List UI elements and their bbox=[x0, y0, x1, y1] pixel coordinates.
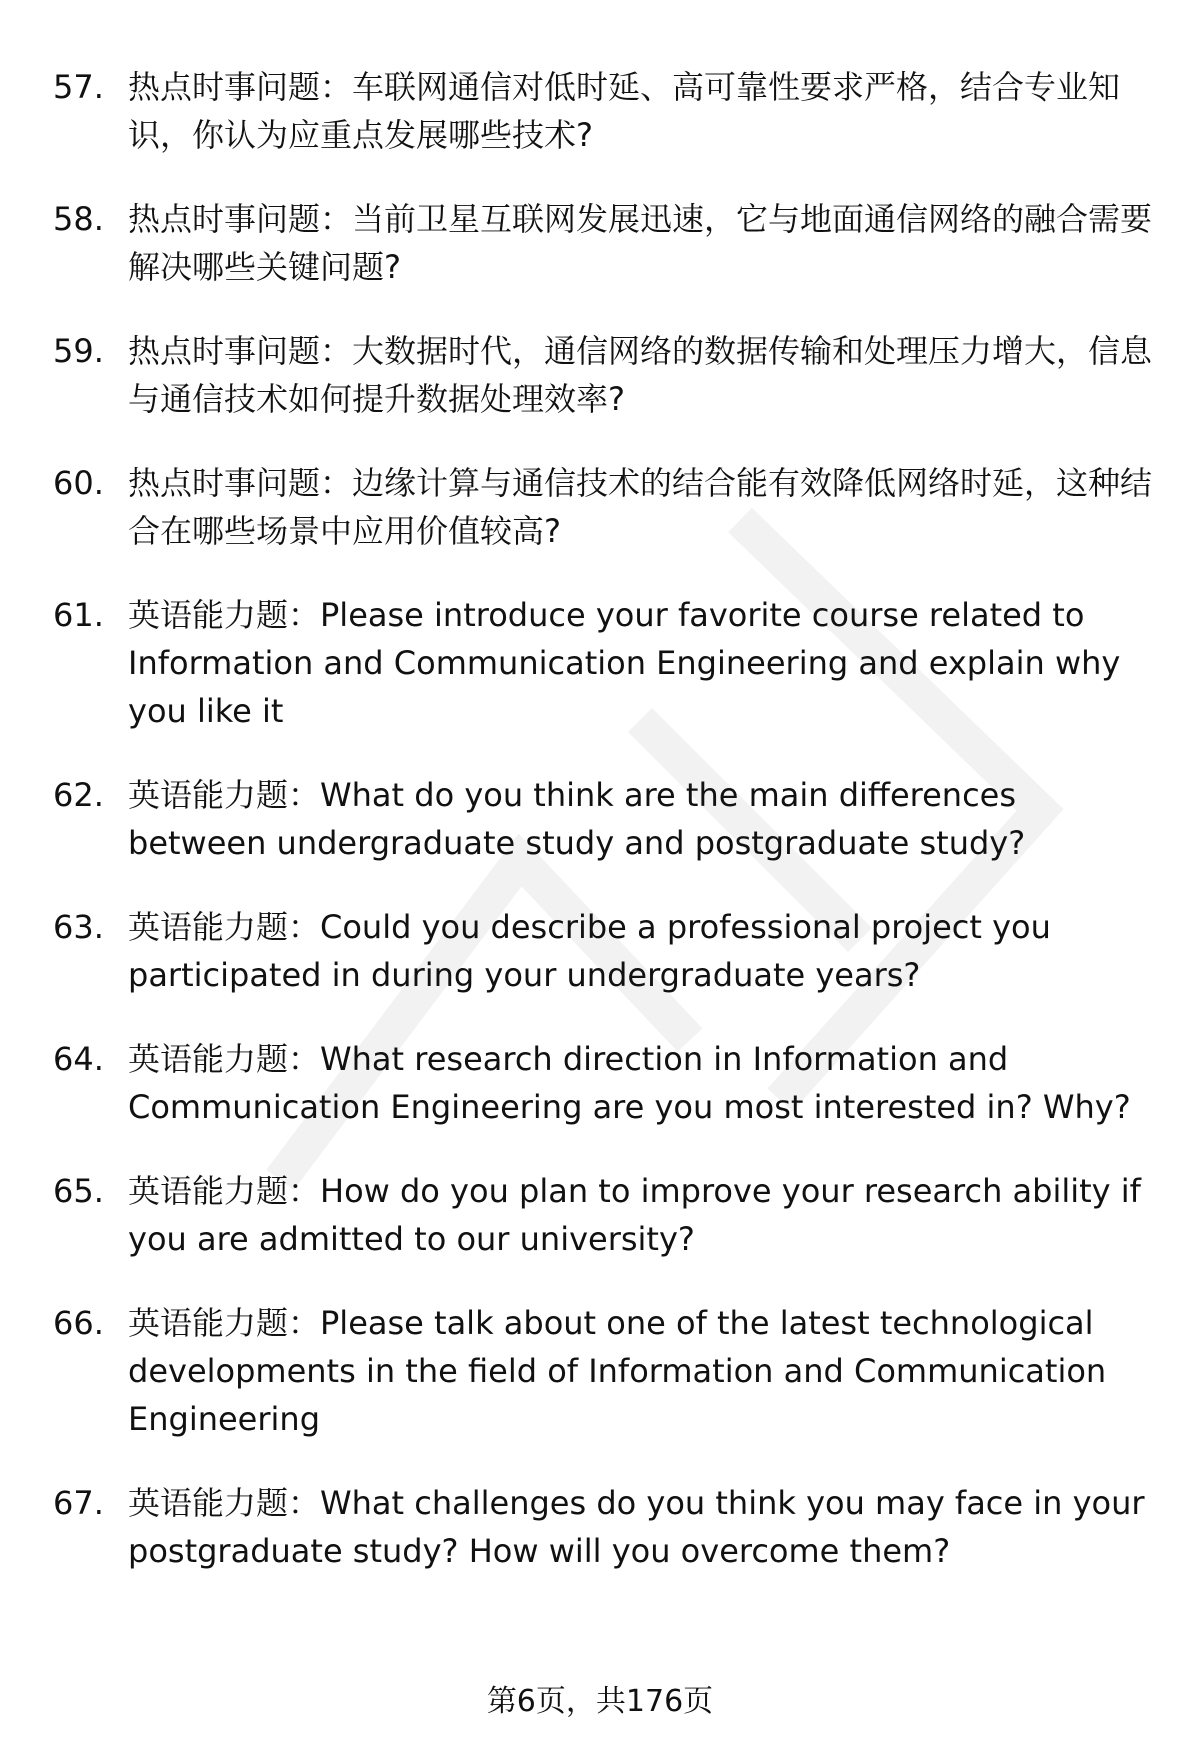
question-text: 英语能力题：How do you plan to improve your research ability if you are admitted to our university? bbox=[128, 1172, 1141, 1258]
question-number: 63. bbox=[53, 908, 104, 946]
question-text: 热点时事问题：大数据时代，通信网络的数据传输和处理压力增大，信息与通信技术如何提升数据处理效率? bbox=[128, 332, 1153, 418]
question-number: 66. bbox=[53, 1304, 104, 1342]
question-number: 65. bbox=[53, 1172, 104, 1210]
question-text: 英语能力题：What do you think are the main differences between undergraduate study and postgraduate study? bbox=[128, 776, 1026, 862]
question-item bbox=[0, 63, 1200, 159]
question-text: 英语能力题：Please introduce your favorite course related to Information and Communication Engineering and explain why you like it bbox=[128, 596, 1121, 730]
page-footer: 第6页，共176页 bbox=[486, 1684, 714, 1719]
question-item bbox=[0, 1035, 1200, 1131]
question-item bbox=[0, 1479, 1200, 1575]
question-number: 58. bbox=[53, 200, 104, 238]
question-number: 61. bbox=[53, 596, 104, 634]
question-item bbox=[0, 1167, 1200, 1263]
question-item bbox=[0, 327, 1200, 423]
question-text: 热点时事问题：边缘计算与通信技术的结合能有效降低网络时延，这种结合在哪些场景中应用价值较高? bbox=[128, 464, 1153, 550]
question-item bbox=[0, 591, 1200, 735]
question-list bbox=[0, 63, 1200, 1611]
question-item bbox=[0, 195, 1200, 291]
question-text: 英语能力题：What research direction in Information and Communication Engineering are you most interested in? Why? bbox=[128, 1040, 1131, 1126]
question-text: 英语能力题：Could you describe a professional project you participated in during your undergraduate years? bbox=[128, 908, 1051, 994]
question-item bbox=[0, 459, 1200, 555]
question-text: 热点时事问题：车联网通信对低时延、高可靠性要求严格，结合专业知识，你认为应重点发展哪些技术? bbox=[128, 68, 1121, 154]
question-item bbox=[0, 903, 1200, 999]
question-number: 60. bbox=[53, 464, 104, 502]
question-number: 67. bbox=[53, 1484, 104, 1522]
question-number: 57. bbox=[53, 68, 104, 106]
question-number: 62. bbox=[53, 776, 104, 814]
question-number: 64. bbox=[53, 1040, 104, 1078]
question-item bbox=[0, 771, 1200, 867]
question-number: 59. bbox=[53, 332, 104, 370]
question-item bbox=[0, 1299, 1200, 1443]
question-text: 英语能力题：What challenges do you think you may face in your postgraduate study? How will you overcome them? bbox=[128, 1484, 1145, 1570]
question-text: 英语能力题：Please talk about one of the latest technological developments in the field of Information and Communication Engineering bbox=[128, 1304, 1107, 1438]
question-text: 热点时事问题：当前卫星互联网发展迅速，它与地面通信网络的融合需要解决哪些关键问题? bbox=[128, 200, 1153, 286]
